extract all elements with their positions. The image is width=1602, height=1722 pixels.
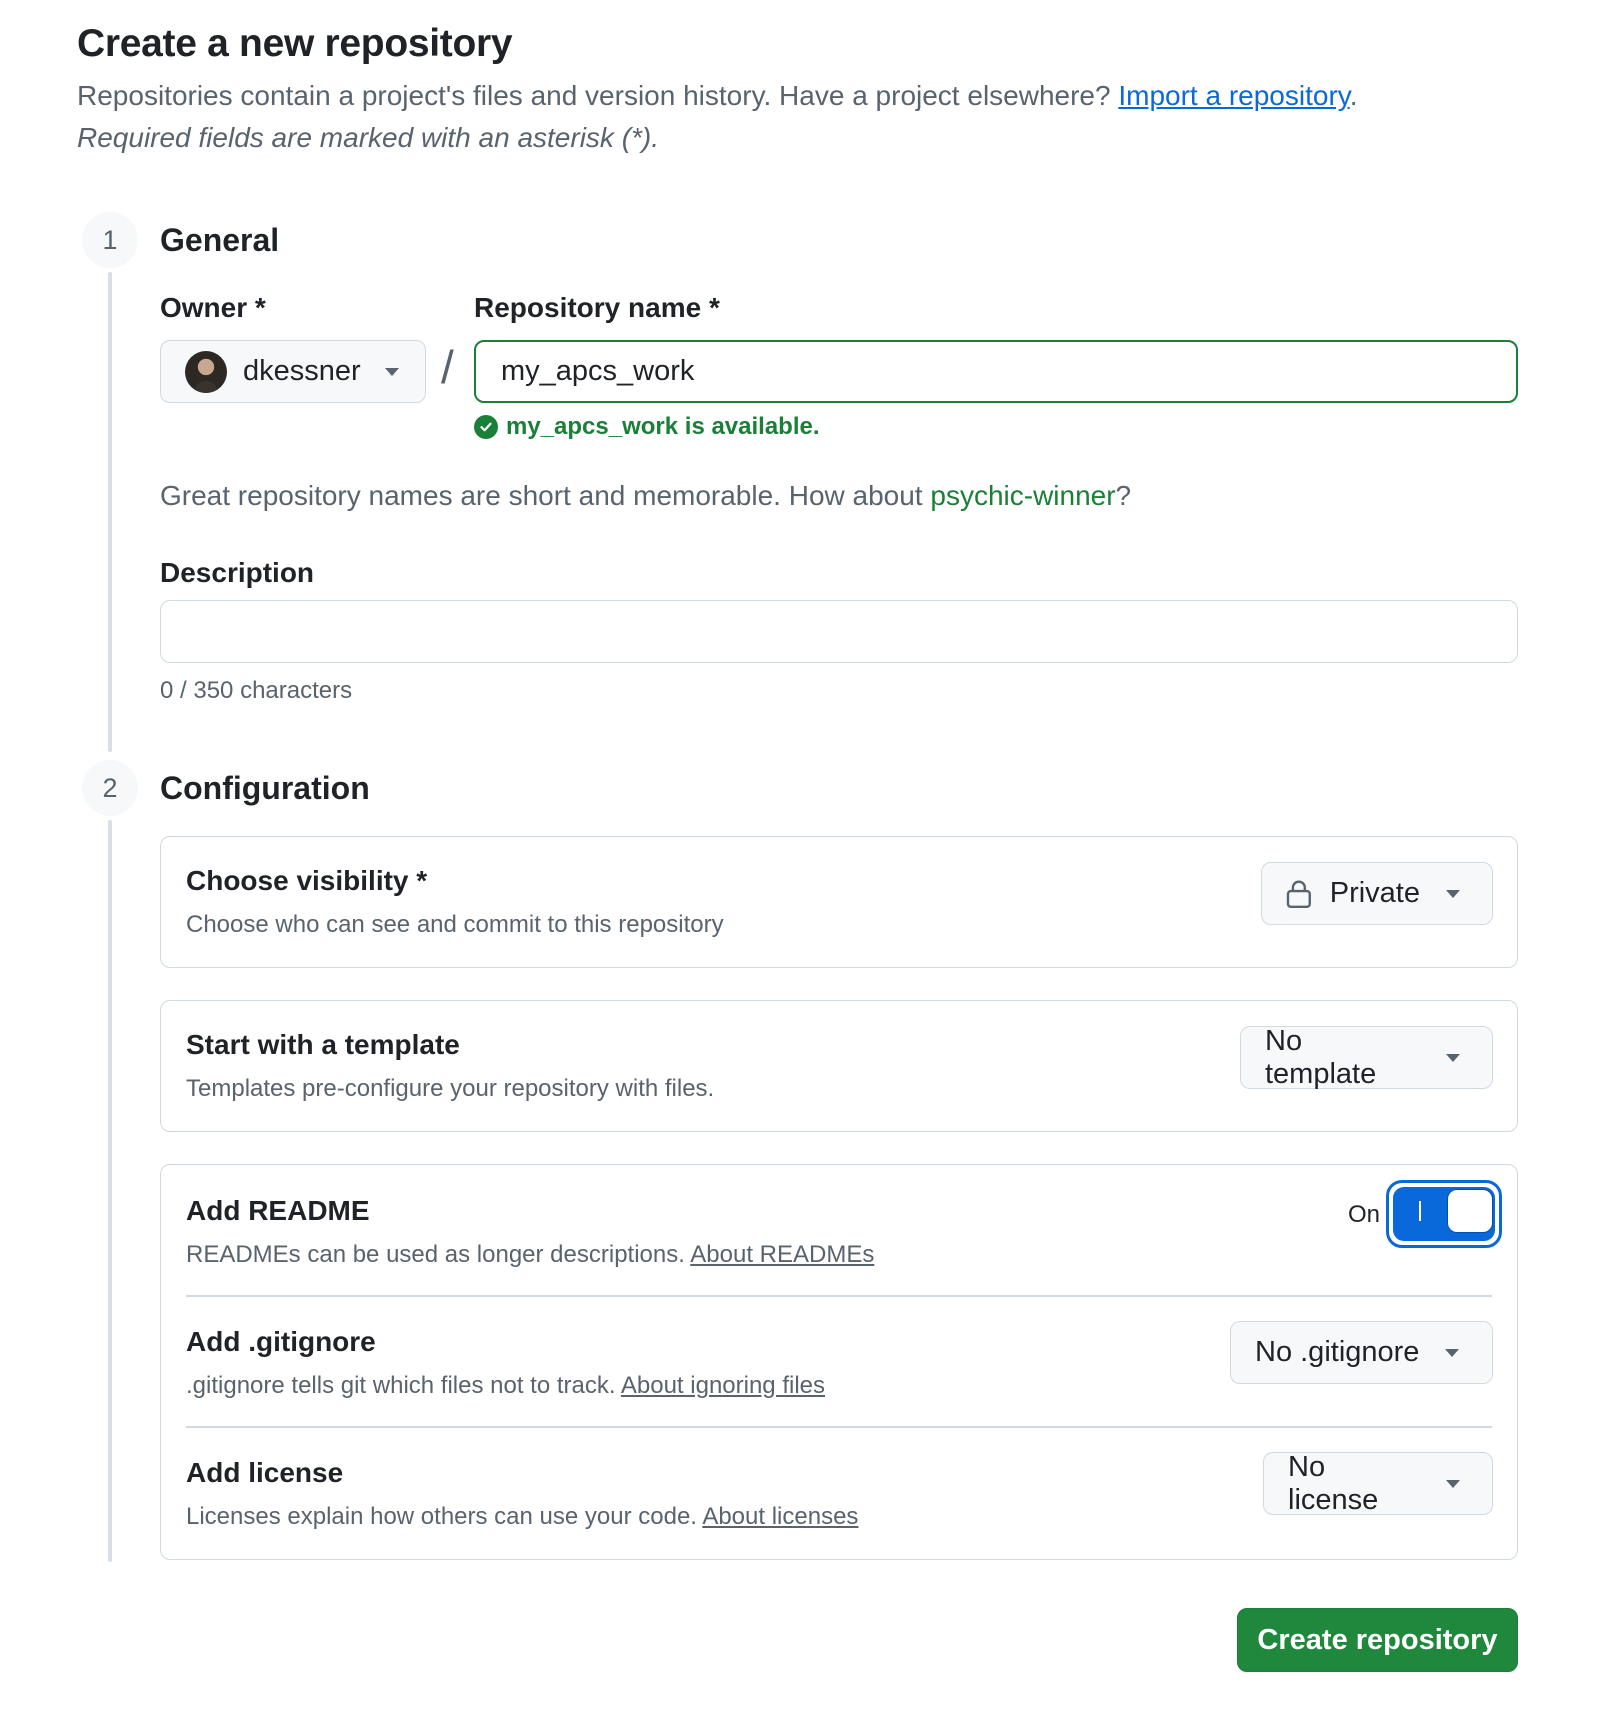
step-2-line <box>108 820 112 1562</box>
chevron-down-icon <box>385 368 399 376</box>
chevron-down-icon <box>1445 1349 1459 1357</box>
description-input[interactable] <box>160 600 1518 663</box>
visibility-card <box>160 836 1518 968</box>
repository-files-card <box>160 1164 1518 1560</box>
create-repository-button[interactable]: Create repository <box>1237 1608 1518 1672</box>
visibility-title: Choose visibility * <box>186 865 428 896</box>
visibility-description: Choose who can see and commit to this repository <box>186 911 724 938</box>
suggestion-text: Great repository names are short and memorable. How about <box>160 480 923 511</box>
readme-toggle-knob <box>1447 1189 1493 1233</box>
readme-toggle[interactable] <box>1386 1180 1502 1248</box>
required-note: Required fields are marked with an asterisk (*). <box>77 122 660 153</box>
gitignore-dropdown[interactable] <box>1230 1321 1493 1384</box>
readme-description <box>186 1241 874 1269</box>
toggle-on-icon <box>1419 1201 1421 1221</box>
template-value: No template <box>1265 1024 1377 1090</box>
gitignore-value: No .gitignore <box>1255 1336 1420 1368</box>
divider <box>186 1295 1492 1297</box>
template-description: Templates pre-configure your repository with files. <box>186 1075 715 1102</box>
license-description-text: Licenses explain how others can use your code. <box>186 1503 697 1530</box>
import-repository-link[interactable]: Import a repository <box>1118 80 1350 111</box>
about-readmes-link[interactable]: About READMEs <box>690 1241 875 1268</box>
readme-toggle-label: On <box>1348 1201 1381 1228</box>
owner-repo-separator: / <box>441 341 454 393</box>
chevron-down-icon <box>1446 1054 1460 1062</box>
owner-label: Owner * <box>160 292 266 323</box>
gitignore-title: Add .gitignore <box>186 1326 376 1357</box>
readme-title: Add README <box>186 1195 370 1226</box>
suggestion-end: ? <box>1115 480 1132 511</box>
divider <box>186 1426 1492 1428</box>
configuration-section-title: Configuration <box>160 770 370 806</box>
owner-dropdown[interactable] <box>160 340 426 403</box>
intro-text <box>77 80 1357 112</box>
owner-name: dkessner <box>243 355 361 387</box>
visibility-dropdown[interactable] <box>1261 862 1493 925</box>
general-section-title: General <box>160 222 280 258</box>
availability-message <box>474 413 820 441</box>
intro-description: Repositories contain a project's files and version history. Have a project elsewhere? <box>77 80 1111 111</box>
step-1-circle: 1 <box>82 212 138 268</box>
repository-name-input[interactable] <box>474 340 1518 403</box>
about-ignoring-files-link[interactable]: About ignoring files <box>620 1372 826 1399</box>
page-title: Create a new repository <box>77 22 513 65</box>
about-licenses-link[interactable]: About licenses <box>702 1503 859 1530</box>
availability-text: my_apcs_work is available. <box>506 413 820 440</box>
gitignore-description <box>186 1372 825 1400</box>
check-circle-icon <box>474 415 498 439</box>
license-description <box>186 1503 858 1531</box>
character-count: 0 / 350 characters <box>160 677 353 704</box>
suggested-name-button[interactable]: psychic-winner <box>930 480 1116 511</box>
intro-end: . <box>1349 80 1358 111</box>
license-title: Add license <box>186 1457 344 1488</box>
license-dropdown[interactable] <box>1263 1452 1493 1515</box>
chevron-down-icon <box>1446 1480 1460 1488</box>
name-suggestion <box>160 480 1131 512</box>
step-2-circle: 2 <box>82 760 138 816</box>
visibility-value: Private <box>1329 877 1420 909</box>
avatar <box>185 351 227 393</box>
readme-toggle-track <box>1393 1187 1495 1241</box>
template-dropdown[interactable] <box>1240 1026 1493 1089</box>
gitignore-description-text: .gitignore tells git which files not to track. <box>186 1372 616 1399</box>
readme-description-text: READMEs can be used as longer descriptions. <box>186 1241 685 1268</box>
repository-name-label: Repository name * <box>474 292 720 323</box>
step-1-line <box>108 272 112 752</box>
lock-icon <box>1286 879 1312 909</box>
license-value: No license <box>1288 1450 1379 1516</box>
template-card <box>160 1000 1518 1132</box>
repository-name-value: my_apcs_work <box>501 355 695 387</box>
template-title: Start with a template <box>186 1029 460 1060</box>
chevron-down-icon <box>1446 890 1460 898</box>
description-label: Description <box>160 557 315 588</box>
